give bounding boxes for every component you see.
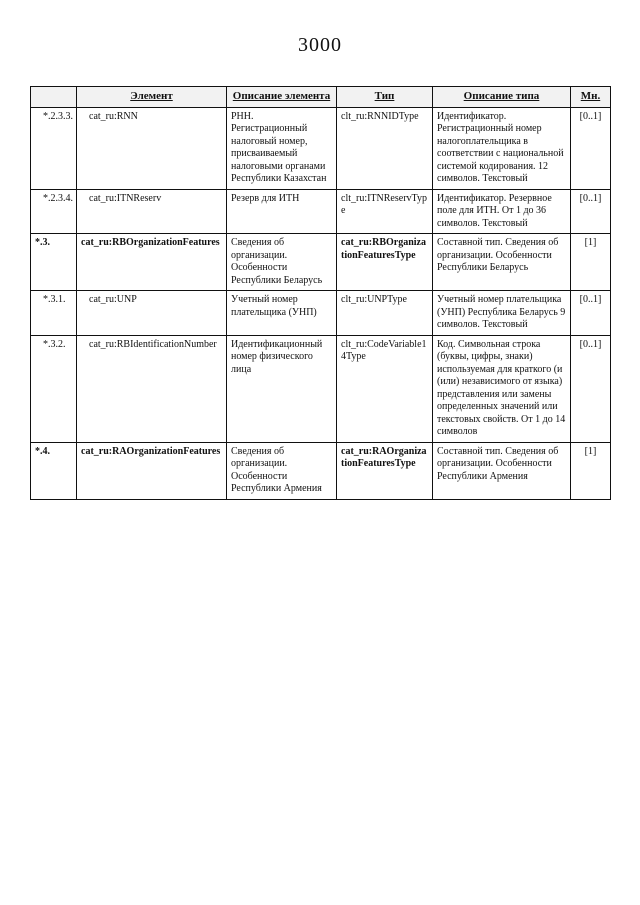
row-description: РНН. Регистрационный налоговый номер, присваиваемый налоговыми органами Республики Казахстан (227, 107, 337, 189)
row-num: *.2.3.4. (31, 189, 77, 234)
table-row (31, 442, 611, 499)
row-multiplicity: [0..1] (571, 189, 611, 234)
table-row (31, 291, 611, 336)
row-type-description: Учетный номер плательщика (УНП) Республика Беларусь 9 символов. Текстовый (433, 291, 571, 336)
row-type-description: Составной тип. Сведения об организации. Особенности Республики Беларусь (433, 234, 571, 291)
row-type: clt_ru:RNNIDType (337, 107, 433, 189)
row-multiplicity: [0..1] (571, 291, 611, 336)
table-row (31, 234, 611, 291)
row-element: cat_ru:RAOrganizationFeatures (77, 442, 227, 499)
row-element: cat_ru:RNN (77, 107, 227, 189)
header-type-description: Описание типа (433, 87, 571, 108)
row-type-description: Идентификатор. Резервное поле для ИТН. От 1 до 36 символов. Текстовый (433, 189, 571, 234)
row-description: Идентификационный номер физического лица (227, 335, 337, 442)
row-type: cat_ru:RAOrganizationFeaturesType (337, 442, 433, 499)
row-element: cat_ru:UNP (77, 291, 227, 336)
row-type-description: Код. Символьная строка (буквы, цифры, знаки) используемая для краткого (и (или) независимого от языка) представления или замены определенных значений или текстовых свойств. От 1 до 14 символов (433, 335, 571, 442)
row-type: cat_ru:RBOrganizationFeaturesType (337, 234, 433, 291)
row-multiplicity: [1] (571, 442, 611, 499)
header-multiplicity: Мн. (571, 87, 611, 108)
row-description: Резерв для ИТН (227, 189, 337, 234)
row-element: cat_ru:ITNReserv (77, 189, 227, 234)
table-row (31, 335, 611, 442)
row-type-description: Составной тип. Сведения об организации. Особенности Республики Армения (433, 442, 571, 499)
row-multiplicity: [0..1] (571, 107, 611, 189)
row-multiplicity: [0..1] (571, 335, 611, 442)
header-element: Элемент (77, 87, 227, 108)
table-row (31, 189, 611, 234)
table-row (31, 107, 611, 189)
schema-table (30, 86, 611, 500)
header-num (31, 87, 77, 108)
row-num: *.2.3.3. (31, 107, 77, 189)
row-num: *.3.1. (31, 291, 77, 336)
header-description: Описание элемента (227, 87, 337, 108)
row-type-description: Идентификатор. Регистрационный номер налогоплательщика в соответствии с национальной системой кодирования. 12 символов. Текстовый (433, 107, 571, 189)
row-multiplicity: [1] (571, 234, 611, 291)
row-num: *.3. (31, 234, 77, 291)
row-description: Учетный номер плательщика (УНП) (227, 291, 337, 336)
row-type: clt_ru:CodeVariable14Type (337, 335, 433, 442)
table-header-row (31, 87, 611, 108)
row-type: clt_ru:UNPType (337, 291, 433, 336)
header-type: Тип (337, 87, 433, 108)
row-element: cat_ru:RBIdentificationNumber (77, 335, 227, 442)
row-description: Сведения об организации. Особенности Республики Армения (227, 442, 337, 499)
row-description: Сведения об организации. Особенности Республики Беларусь (227, 234, 337, 291)
row-type: clt_ru:ITNReservType (337, 189, 433, 234)
row-num: *.3.2. (31, 335, 77, 442)
page-number: 3000 (298, 34, 342, 56)
row-element: cat_ru:RBOrganizationFeatures (77, 234, 227, 291)
row-num: *.4. (31, 442, 77, 499)
